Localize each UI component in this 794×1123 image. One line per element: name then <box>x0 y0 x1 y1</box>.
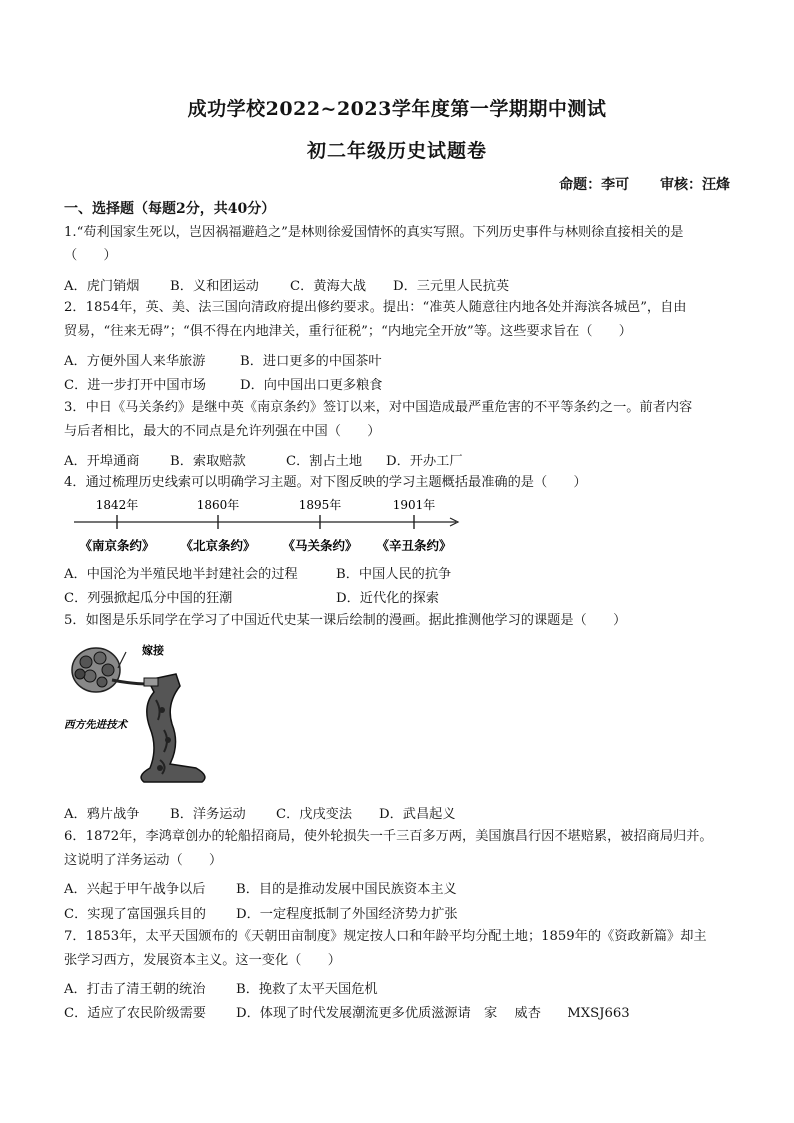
timeline-year: 1842年 <box>95 498 139 512</box>
q4-option-c: C．列强掀起瓜分中国的狂潮 <box>64 591 233 606</box>
bark-knot <box>165 737 171 743</box>
q7-option-d: D．体现了时代发展潮流更多优质滋源请 家 威杏 MXSJ663 <box>236 1006 630 1021</box>
q1-option-c: C．黄海大战 <box>290 279 367 294</box>
section-title: 一、选择题（每题2分，共40分） <box>64 201 276 217</box>
q5-option-a: A．鸦片战争 <box>64 807 140 822</box>
q3-stem-line2: 与后者相比，最大的不同点是允许列强在中国（ ） <box>64 424 381 439</box>
q2-option-c: C．进一步打开中国市场 <box>64 378 206 393</box>
timeline-year: 1860年 <box>196 498 240 512</box>
q1-option-d: D．三元里人民抗英 <box>393 279 510 294</box>
q1-stem-line2: （ ） <box>64 248 117 263</box>
author-line <box>533 174 730 194</box>
q7-stem-line1: 7．1853年，太平天国颁布的《天朝田亩制度》规定按人口和年龄平均分配土地；1859年的《资政新篇》却主 <box>64 929 707 944</box>
q4-option-d: D．近代化的探索 <box>336 591 439 606</box>
q7-stem-line2: 张学习西方，发展资本主义。这一变化（ ） <box>64 953 341 968</box>
q3-option-a: A．开埠通商 <box>64 454 140 469</box>
label-pointer <box>118 652 126 668</box>
timeline-year: 1901年 <box>392 498 436 512</box>
bark-knot <box>159 707 165 713</box>
reviewer-label: 审核：汪烽 <box>660 177 730 193</box>
q3-option-d: D．开办工厂 <box>386 454 463 469</box>
q1-option-b: B．义和团运动 <box>170 279 259 294</box>
flower-cluster <box>72 648 120 692</box>
q4-option-a: A．中国沦为半殖民地半封建社会的过程 <box>64 567 298 582</box>
q3-option-c: C．割占土地 <box>286 454 363 469</box>
q1-option-a: A．虎门销烟 <box>64 279 140 294</box>
q7-option-a: A．打击了清王朝的统治 <box>64 982 206 997</box>
graft-branch <box>112 680 148 684</box>
q5-stem-line1: 5．如图是乐乐同学在学习了中国近代史某一课后绘制的漫画。据此推测他学习的课题是（ ） <box>64 613 627 628</box>
treaty-timeline <box>64 494 474 558</box>
timeline-treaty: 《辛丑条约》 <box>376 538 452 553</box>
q1-stem-line1: 1.“苟利国家生死以，岂因祸福避趋之”是林则徐爱国情怀的真实写照。下列历史事件与林则徐直接相关的是 <box>64 225 684 240</box>
timeline-treaty: 《北京条约》 <box>180 538 256 553</box>
q3-stem-line1: 3．中日《马关条约》是继中英《南京条约》签订以来，对中国造成最严重危害的不平等条约之一。前者内容 <box>64 400 693 415</box>
graft-binding <box>144 678 158 686</box>
cartoon-label-graft: 嫁接 <box>142 644 164 657</box>
q6-option-b: B．目的是推动发展中国民族资本主义 <box>236 882 457 897</box>
cartoon-label-tech: 西方先进技术 <box>64 719 127 731</box>
q7-option-c: C．适应了农民阶级需要 <box>64 1006 206 1021</box>
q6-stem-line2: 这说明了洋务运动（ ） <box>64 853 223 868</box>
q4-option-b: B．中国人民的抗争 <box>336 567 452 582</box>
q2-option-b: B．进口更多的中国茶叶 <box>240 354 382 369</box>
q2-stem-line2: 贸易，“往来无碍”；“俱不得在内地津关，重行征税”；“内地完全开放”等。这些要求旨在（ ） <box>64 324 632 339</box>
grafting-cartoon <box>64 640 234 786</box>
q6-option-d: D．一定程度抵制了外国经济势力扩张 <box>236 907 458 922</box>
q6-option-c: C．实现了富国强兵目的 <box>64 907 206 922</box>
q5-option-b: B．洋务运动 <box>170 807 246 822</box>
q6-option-a: A．兴起于甲午战争以后 <box>64 882 206 897</box>
timeline-treaty: 《南京条约》 <box>79 538 155 553</box>
timeline-treaty: 《马关条约》 <box>282 538 358 553</box>
bark-knot <box>157 765 163 771</box>
exam-title: 成功学校2022~2023学年度第一学期期中测试 <box>187 98 607 120</box>
q7-option-b: B．挽救了太平天国危机 <box>236 982 378 997</box>
q2-option-d: D．向中国出口更多粮食 <box>240 378 383 393</box>
q5-option-c: C．戊戌变法 <box>276 807 353 822</box>
q2-option-a: A．方便外国人来华旅游 <box>64 354 206 369</box>
author-label: 命题：李可 <box>559 177 630 193</box>
q4-stem-line1: 4．通过梳理历史线索可以明确学习主题。对下图反映的学习主题概括最准确的是（ ） <box>64 475 587 490</box>
q2-stem-line1: 2．1854年，英、美、法三国向清政府提出修约要求。提出：“准英人随意往内地各处并海滨各城邑”，自由 <box>64 300 687 315</box>
q5-option-d: D．武昌起义 <box>379 807 456 822</box>
q6-stem-line1: 6．1872年，李鸿章创办的轮船招商局，使外轮损失一千三百多万两，美国旗昌行因不堪赔累，被招商局归并。 <box>64 829 713 844</box>
exam-subtitle: 初二年级历史试题卷 <box>306 140 487 162</box>
timeline-year: 1895年 <box>298 498 342 512</box>
tree-trunk <box>141 674 205 782</box>
q3-option-b: B．索取赔款 <box>170 454 246 469</box>
